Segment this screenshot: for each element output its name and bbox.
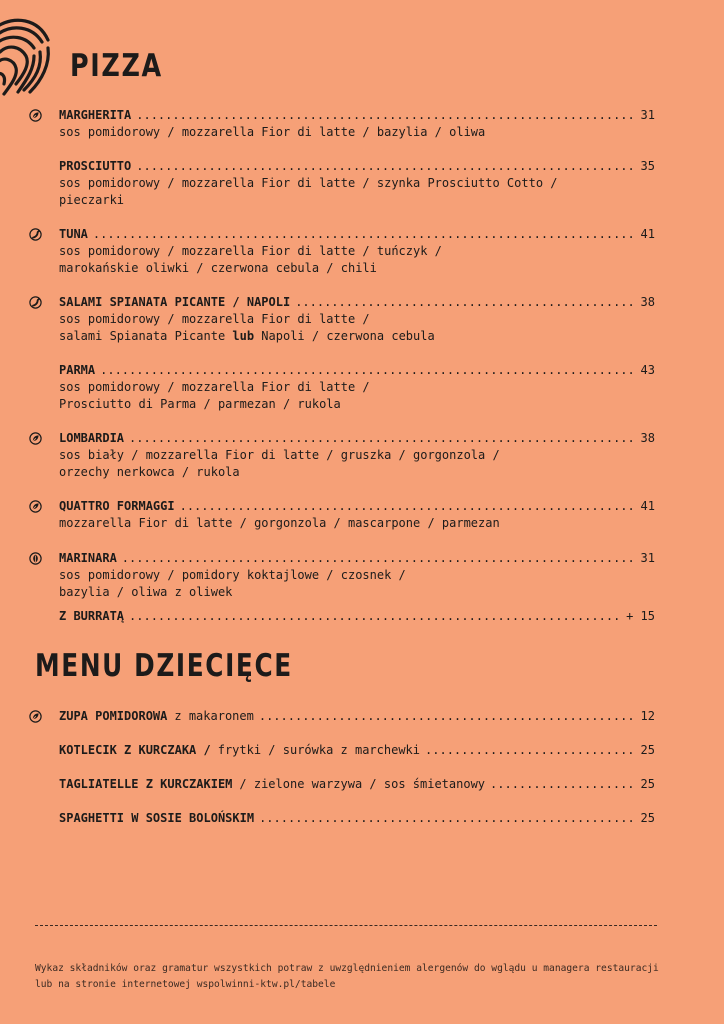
dot-leader <box>295 294 635 311</box>
menu-item-description <box>59 328 655 345</box>
menu-item-row <box>59 550 655 567</box>
menu-item-name: Z BURRATĄ <box>59 609 125 623</box>
pizza-menu-item <box>59 107 655 141</box>
menu-item-row <box>59 107 655 124</box>
description-text: salami Spianata Picante <box>59 329 233 343</box>
kids-menu-item <box>59 742 655 759</box>
menu-item-name: PARMA <box>59 363 96 377</box>
menu-item-description: sos pomidorowy / mozzarella Fior di latte / tuńczyk / <box>59 244 442 258</box>
pizza-menu-item <box>59 498 655 532</box>
footer-note <box>35 961 675 993</box>
menu-item-description: pieczarki <box>59 193 125 207</box>
menu-item-row <box>59 498 655 515</box>
menu-item-name: TAGLIATELLE Z KURCZAKIEM <box>59 777 233 791</box>
chili-icon <box>29 228 42 241</box>
description-text: Napoli / czerwona cebula <box>254 329 435 343</box>
pizza-section-title: PIZZA <box>70 48 163 84</box>
leaf-icon <box>29 500 42 513</box>
menu-item-price: 31 <box>640 108 655 122</box>
menu-item-price: 35 <box>640 159 655 173</box>
menu-item-description: orzechy nerkowca / rukola <box>59 465 240 479</box>
dot-leader <box>180 498 636 515</box>
menu-item-price: 31 <box>640 551 655 565</box>
leaf-icon <box>29 109 42 122</box>
fingerprint-logo-icon <box>0 12 54 102</box>
menu-item-price: 25 <box>640 811 655 825</box>
menu-item-description: sos biały / mozzarella Fior di latte / gruszka / gorgonzola / <box>59 448 500 462</box>
menu-item-description: sos pomidorowy / pomidory koktajlowe / czosnek / <box>59 568 406 582</box>
menu-item-description: mozzarella Fior di latte / gorgonzola / mascarpone / parmezan <box>59 516 500 530</box>
menu-item-name: KOTLECIK Z KURCZAKA / <box>59 743 211 757</box>
menu-item-description: marokańskie oliwki / czerwona cebula / chili <box>59 261 377 275</box>
footer-line-1: Wykaz składników oraz gramatur wszystkich potraw z uwzględnieniem alergenów do wglądu u managera restauracji <box>35 963 659 974</box>
dot-leader <box>136 107 635 124</box>
kids-menu-item <box>59 708 655 725</box>
pizza-menu-item <box>59 608 655 625</box>
menu-item-price: 25 <box>640 743 655 757</box>
menu-item-row <box>59 294 655 311</box>
menu-item-description: sos pomidorowy / mozzarella Fior di latte / szynka Prosciutto Cotto / <box>59 176 558 190</box>
dot-leader <box>129 608 621 625</box>
menu-item-extra: frytki / surówka z marchewki <box>217 743 421 757</box>
dot-leader <box>490 776 636 793</box>
vegan-icon <box>29 552 42 565</box>
leaf-icon <box>29 432 42 445</box>
menu-item-name: TUNA <box>59 227 88 241</box>
leaf-icon <box>29 710 42 723</box>
menu-item-description: Prosciutto di Parma / parmezan / rukola <box>59 397 341 411</box>
dot-leader <box>136 158 635 175</box>
menu-item-price: 41 <box>640 227 655 241</box>
menu-item-price: 43 <box>640 363 655 377</box>
menu-item-description: sos pomidorowy / mozzarella Fior di latte / <box>59 380 370 394</box>
menu-item-row <box>59 810 655 827</box>
menu-item-row <box>59 742 655 759</box>
menu-item-row <box>59 608 655 625</box>
dot-leader <box>93 226 636 243</box>
menu-item-row <box>59 430 655 447</box>
pizza-menu-item <box>59 550 655 601</box>
menu-item-name: SALAMI SPIANATA PICANTE / NAPOLI <box>59 295 291 309</box>
menu-item-row <box>59 226 655 243</box>
menu-item-name: MARINARA <box>59 551 117 565</box>
menu-item-row <box>59 362 655 379</box>
menu-item-name: ZUPA POMIDOROWA <box>59 709 168 723</box>
dot-leader <box>100 362 635 379</box>
menu-item-row <box>59 708 655 725</box>
footer-divider <box>35 925 657 926</box>
menu-item-name: LOMBARDIA <box>59 431 125 445</box>
menu-item-price: 12 <box>640 709 655 723</box>
kids-menu-item <box>59 776 655 793</box>
description-connector: lub <box>232 329 255 343</box>
menu-item-row <box>59 158 655 175</box>
dot-leader <box>259 708 636 725</box>
menu-item-price: 41 <box>640 499 655 513</box>
dot-leader <box>129 430 636 447</box>
menu-item-name: MARGHERITA <box>59 108 132 122</box>
dot-leader <box>425 742 636 759</box>
kids-section-title: MENU DZIECIĘCE <box>35 648 293 684</box>
menu-item-price: 38 <box>640 295 655 309</box>
menu-item-description: sos pomidorowy / mozzarella Fior di latte / bazylia / oliwa <box>59 125 486 139</box>
menu-item-description: sos pomidorowy / mozzarella Fior di latte / <box>59 312 370 326</box>
menu-item-name: SPAGHETTI W SOSIE BOLOŃSKIM <box>59 811 255 825</box>
pizza-menu-item <box>59 158 655 209</box>
menu-item-extra: z makaronem <box>174 709 254 723</box>
menu-item-price: 38 <box>640 431 655 445</box>
pizza-menu-item <box>59 226 655 277</box>
menu-item-description: bazylia / oliwa z oliwek <box>59 585 233 599</box>
chili-icon <box>29 296 42 309</box>
pizza-menu-item <box>59 294 655 345</box>
pizza-menu-item <box>59 362 655 413</box>
kids-menu-item <box>59 810 655 827</box>
pizza-menu-item <box>59 430 655 481</box>
menu-item-price: 25 <box>640 777 655 791</box>
menu-item-price: + 15 <box>626 609 655 623</box>
menu-item-extra: / zielone warzywa / sos śmietanowy <box>239 777 486 791</box>
dot-leader <box>122 550 636 567</box>
menu-item-name: PROSCIUTTO <box>59 159 132 173</box>
footer-line-2: lub na stronie internetowej wspolwinni-ktw.pl/tabele <box>35 979 336 990</box>
menu-item-row <box>59 776 655 793</box>
dot-leader <box>259 810 635 827</box>
menu-item-name: QUATTRO FORMAGGI <box>59 499 175 513</box>
